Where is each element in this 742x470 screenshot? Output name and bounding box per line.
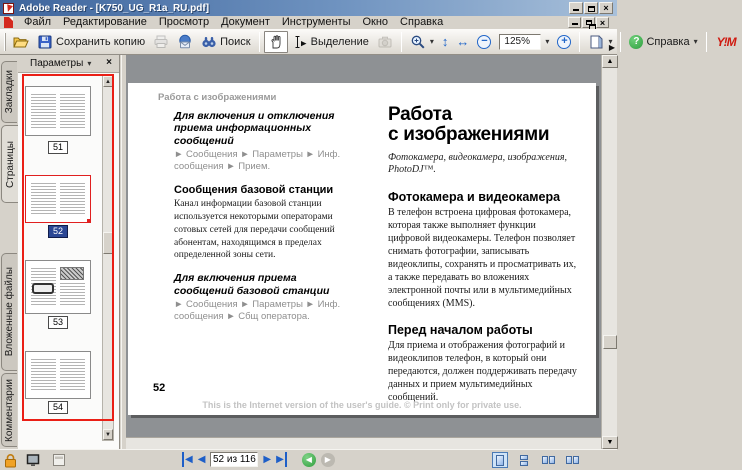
previous-page-icon[interactable]: ◀ <box>197 454 206 465</box>
document-status-icon[interactable] <box>52 453 66 467</box>
chapter-title: Работа с изображениями <box>388 104 550 146</box>
select-label: Выделение <box>310 35 369 48</box>
doc-close-icon: × <box>599 18 606 28</box>
fullscreen-monitor-icon[interactable] <box>26 453 40 467</box>
window-title: Adobe Reader - [K750_UG_R1a_RU.pdf] <box>19 2 210 14</box>
scroll-up-icon[interactable]: ▲ <box>602 55 618 68</box>
zoom-in-button[interactable] <box>553 32 575 52</box>
maximize-button[interactable] <box>584 2 598 14</box>
menu-path: ► Сообщения ► Параметры ► Инф. сообщения ► Сбщ оператора. <box>174 299 341 323</box>
binoculars-icon <box>201 34 217 50</box>
plus-circle-icon: + <box>557 35 571 49</box>
help-button[interactable] <box>625 32 701 52</box>
page-number: 52 <box>153 382 166 394</box>
first-page-icon[interactable]: ◀ <box>182 452 193 467</box>
doc-minimize-button[interactable] <box>568 17 581 28</box>
camera-icon <box>377 34 393 50</box>
maximize-icon <box>588 6 595 12</box>
thumbnail-label-54[interactable]: 54 <box>48 401 68 414</box>
email-icon <box>177 34 193 50</box>
section-body: Канал информации базовой станции используется некоторыми операторами сотовых сетей для передачи сообщений абонентам, находящимся в пределах определенной зоны сети. <box>174 198 335 261</box>
procedure-title: Для включения и отключения приема информационных сообщений <box>174 110 335 147</box>
fit-width-button[interactable] <box>452 31 473 53</box>
zoom-tool-button[interactable] <box>406 31 438 53</box>
hand-tool-button[interactable] <box>264 31 288 53</box>
scroll-down-icon[interactable]: ▼ <box>602 436 618 449</box>
toolbar-separator <box>401 32 402 52</box>
page-navigation <box>182 452 335 467</box>
security-lock-icon[interactable] <box>4 453 17 468</box>
open-button[interactable] <box>9 31 33 53</box>
page-indicator-field[interactable]: 52 из 116 <box>210 452 258 467</box>
yahoo-messenger-button[interactable]: Y!M <box>716 34 736 49</box>
chevron-down-icon: ▾ <box>545 37 550 46</box>
next-page-icon[interactable]: ▶ <box>263 454 272 465</box>
help-label: Справка <box>646 35 690 48</box>
search-label: Поиск <box>220 35 251 48</box>
thumbnail-scrollbar[interactable] <box>102 75 114 441</box>
toolbar-overflow-icon[interactable]: ▶ <box>608 43 615 52</box>
open-folder-icon <box>13 34 29 50</box>
continuous-layout-button[interactable] <box>516 452 532 468</box>
document-canvas <box>126 55 601 449</box>
section-title: Сообщения базовой станции <box>174 183 334 196</box>
minimize-icon <box>573 9 579 11</box>
scrollbar-thumb[interactable] <box>603 335 617 349</box>
vertical-scrollbar[interactable] <box>601 55 617 449</box>
panel-options-button[interactable]: Параметры ▾ <box>30 58 92 69</box>
thumbnail-image <box>60 267 84 280</box>
status-bar <box>0 449 617 470</box>
save-copy-button[interactable] <box>33 31 149 53</box>
close-button[interactable] <box>599 2 613 14</box>
menu-path: ► Сообщения ► Параметры ► Инф. сообщения ► Прием. <box>174 149 341 173</box>
thumbnail-page-53[interactable] <box>25 260 91 314</box>
chevron-down-icon: ▾ <box>608 37 613 46</box>
menu-help[interactable]: Справка <box>400 16 444 28</box>
toolbar <box>0 29 736 55</box>
menu-window[interactable]: Окно <box>362 16 389 28</box>
fit-height-icon: ↕ <box>441 33 449 49</box>
print-button[interactable] <box>149 31 173 53</box>
menu-document[interactable]: Документ <box>221 16 270 28</box>
page-layout-switcher <box>492 452 580 468</box>
thumbnail-page-51[interactable] <box>25 86 91 136</box>
menu-edit[interactable]: Редактирование <box>63 16 147 28</box>
doc-minimize-icon <box>572 23 578 25</box>
section-title: Фотокамера и видеокамера <box>388 189 561 204</box>
document-page[interactable] <box>128 83 596 415</box>
page-left-column <box>174 110 358 324</box>
page-footer: This is the Internet version of the user's guide. © Print only for private use. <box>202 400 522 410</box>
minus-circle-icon: − <box>477 35 491 49</box>
save-floppy-icon <box>37 34 53 50</box>
toolbar-grip[interactable] <box>4 33 6 51</box>
menu-view[interactable]: Просмотр <box>158 16 210 28</box>
hand-tool-icon <box>268 34 284 50</box>
scrollbar-thumb[interactable] <box>103 232 113 254</box>
menu-file[interactable]: Файл <box>24 16 52 28</box>
thumbnail-page-54[interactable] <box>25 351 91 399</box>
doc-close-button[interactable] <box>596 17 609 28</box>
adobe-reader-icon <box>3 3 14 14</box>
thumbnail-page-52[interactable] <box>25 175 91 223</box>
help-question-icon: ? <box>629 35 643 49</box>
zoom-in-magnifier-icon <box>410 34 426 50</box>
page-right-column <box>388 105 580 404</box>
panel-close-button[interactable]: × <box>106 57 112 68</box>
section-body: Для приема и отображения фотографий и видеоклипов телефон, в который они передаются, должен поддерживать передачу данных и прием мультимедийных сообщений. <box>388 339 577 403</box>
printer-icon <box>153 34 169 50</box>
minimize-button[interactable] <box>569 2 583 14</box>
previous-view-icon[interactable]: ◀ <box>302 453 316 467</box>
zoom-out-button[interactable] <box>473 32 495 52</box>
tab-bookmarks[interactable]: Закладки <box>1 61 17 123</box>
toolbar-separator <box>620 32 621 52</box>
section-body: В телефон встроена цифровая фотокамера, которая также выполняет функции цифровой видеокамеры. Телефон позволяет снимать фотографии, записывать видеоклипы, сохранять и просматривать их, а также передавать во вложениях электронной почты или в мультимедийных сообщениях (MMS). <box>388 206 577 309</box>
chapter-subtitle: Фотокамера, видеокамера, изображения, PhotoDJ™. <box>388 151 567 176</box>
scroll-up-icon[interactable]: ▲ <box>103 76 113 87</box>
zoom-level-combo[interactable] <box>495 31 553 53</box>
doc-restore-icon <box>586 20 592 25</box>
thumbnail-label-51[interactable]: 51 <box>48 141 68 154</box>
tab-attachments[interactable]: Вложенные файлы <box>1 253 17 371</box>
menu-bar <box>0 16 617 29</box>
main-area <box>0 55 617 449</box>
zoom-level-value[interactable]: 125% <box>499 34 541 50</box>
navigation-tab-strip <box>0 55 18 449</box>
tab-pages[interactable]: Страницы <box>1 125 18 203</box>
pages-panel <box>18 55 120 449</box>
fit-page-button[interactable] <box>438 31 453 53</box>
menu-tools[interactable]: Инструменты <box>281 16 351 28</box>
thumbnail-label-52[interactable]: 52 <box>48 225 68 238</box>
facing-layout-button[interactable] <box>564 452 580 468</box>
chevron-down-icon: ▾ <box>693 37 698 46</box>
scroll-down-icon[interactable]: ▼ <box>103 429 113 440</box>
last-page-icon[interactable]: ▶ <box>276 452 287 467</box>
horizontal-scrollbar[interactable] <box>126 437 601 449</box>
next-view-icon[interactable]: ▶ <box>321 453 335 467</box>
select-tool-button[interactable] <box>288 31 373 53</box>
toolbar-separator <box>579 32 580 52</box>
save-copy-label: Сохранить копию <box>56 35 146 48</box>
toolbar-separator <box>259 32 260 52</box>
continuous-facing-layout-button[interactable] <box>540 452 556 468</box>
single-page-layout-button[interactable] <box>492 452 508 468</box>
fit-width-icon: ↔ <box>456 33 470 49</box>
procedure-title: Для включения приема сообщений базовой станции <box>174 272 330 297</box>
text-select-icon <box>292 34 308 50</box>
thumbnail-label-53[interactable]: 53 <box>48 316 68 329</box>
chevron-down-icon: ▾ <box>429 37 434 46</box>
running-header: Работа с изображениями <box>158 92 277 103</box>
section-title: Перед началом работы <box>388 322 533 337</box>
panel-header <box>18 55 119 73</box>
toolbar-separator <box>706 32 707 52</box>
chevron-down-icon: ▾ <box>87 59 92 68</box>
page-display-icon <box>588 34 604 50</box>
email-button[interactable] <box>173 31 197 53</box>
thumbnail-phone-image <box>32 283 54 294</box>
doc-restore-button[interactable] <box>582 17 595 28</box>
title-bar <box>0 0 617 16</box>
snapshot-button[interactable] <box>373 31 397 53</box>
tab-comments[interactable]: Комментарии <box>1 373 17 447</box>
thumbnail-list <box>18 73 119 449</box>
close-icon: × <box>603 3 609 13</box>
pdf-document-icon[interactable] <box>4 17 13 28</box>
search-button[interactable] <box>197 31 254 53</box>
